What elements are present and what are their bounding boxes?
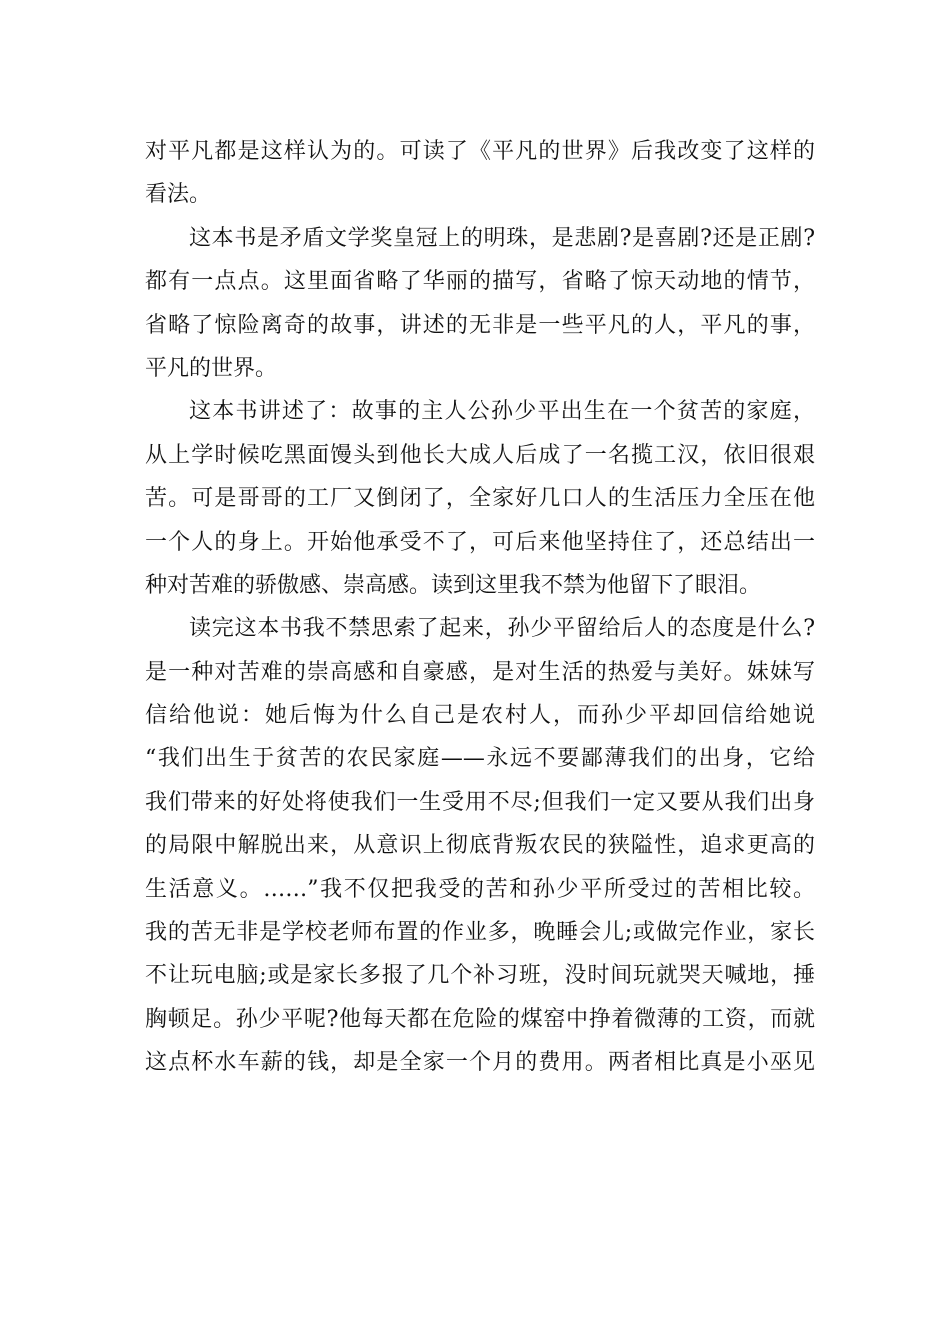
text-line: “我们出生于贫苦的农民家庭——永远不要鄙薄我们的出身，它给 [145, 746, 815, 772]
text-line: 读完这本书我不禁思索了起来，孙少平留给后人的态度是什么? [189, 616, 815, 642]
text-line: 对平凡都是这样认为的。可读了《平凡的世界》后我改变了这样的 [145, 139, 815, 164]
body-text [145, 130, 815, 1085]
text-line: 从上学时候吃黑面馒头到他长大成人后成了一名揽工汉，依旧很艰 [145, 442, 815, 468]
text-line: 一个人的身上。开始他承受不了，可后来他坚持住了，还总结出一 [145, 529, 815, 555]
text-line: 不让玩电脑;或是家长多报了几个补习班，没时间玩就哭天喊地，捶 [145, 963, 815, 989]
text-line: 省略了惊险离奇的故事，讲述的无非是一些平凡的人，平凡的事， [145, 312, 815, 338]
text-line: 看法。 [145, 182, 212, 208]
text-line: 都有一点点。这里面省略了华丽的描写，省略了惊天动地的情节， [145, 269, 815, 295]
text-line: 这点杯水车薪的钱，却是全家一个月的费用。两者相比真是小巫见 [145, 1050, 815, 1076]
text-line: 我的苦无非是学校老师布置的作业多，晚睡会儿;或做完作业，家长 [145, 920, 815, 946]
text-line: 这本书是矛盾文学奖皇冠上的明珠，是悲剧?是喜剧?还是正剧? [189, 225, 815, 251]
text-line: 种对苦难的骄傲感、崇高感。读到这里我不禁为他留下了眼泪。 [145, 572, 762, 598]
text-line: 这本书讲述了：故事的主人公孙少平出生在一个贫苦的家庭， [189, 399, 815, 425]
text-line: 的局限中解脱出来，从意识上彻底背叛农民的狭隘性，追求更高的 [145, 833, 815, 859]
text-line: 苦。可是哥哥的工厂又倒闭了，全家好几口人的生活压力全压在他 [145, 486, 815, 512]
text-line: 胸顿足。孙少平呢?他每天都在危险的煤窑中挣着微薄的工资，而就 [145, 1006, 815, 1032]
text-line: 生活意义。……”我不仅把我受的苦和孙少平所受过的苦相比较。 [145, 876, 815, 902]
text-line: 我们带来的好处将使我们一生受用不尽;但我们一定又要从我们出身 [145, 789, 815, 815]
text-line: 平凡的世界。 [145, 355, 278, 381]
text-line: 信给他说：她后悔为什么自己是农村人，而孙少平却回信给她说 [145, 703, 815, 729]
text-line: 是一种对苦难的崇高感和自豪感，是对生活的热爱与美好。妹妹写 [145, 659, 815, 685]
